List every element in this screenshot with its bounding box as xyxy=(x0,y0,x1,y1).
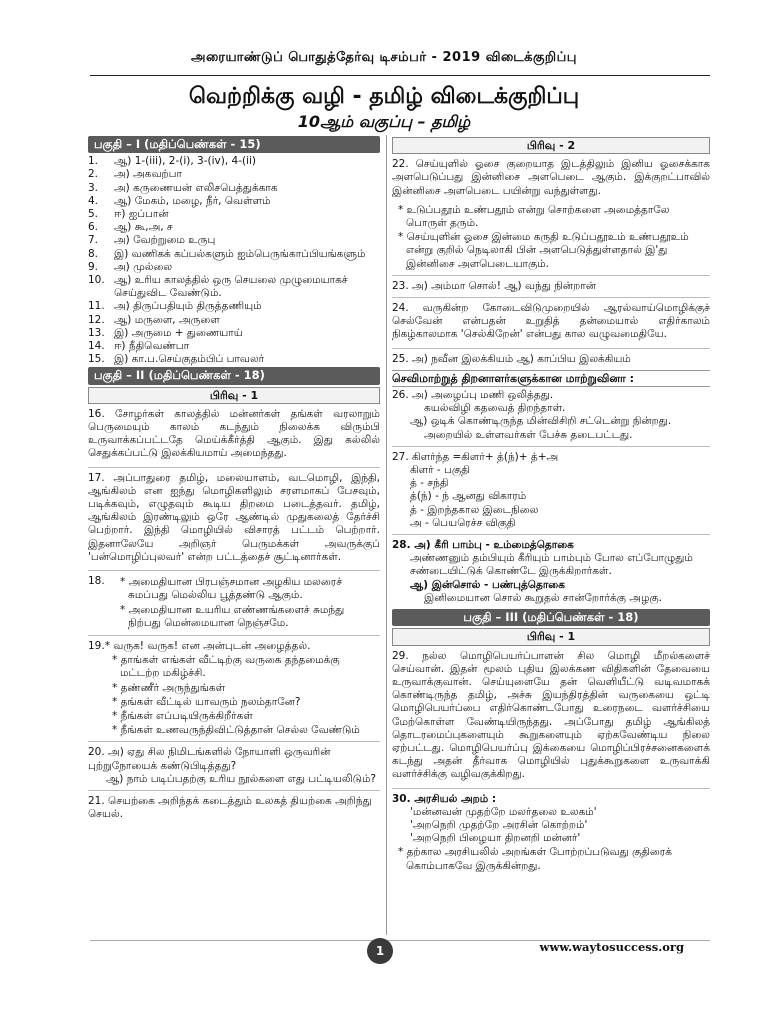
split-line: த்(ந்) - ந் ஆனது விகாரம் xyxy=(410,490,527,503)
bullet: * தாங்கள் எங்கள் வீட்டிற்கு வருகை தந்தமைக்கு மட்டற்ற மகிழ்ச்சி. xyxy=(112,654,340,680)
answer-18 xyxy=(88,575,380,631)
answer-text: இ) அருமை + துணையாய் xyxy=(114,326,243,339)
answer-24: 24. வருகின்ற கோடைவிடுமுறையில் ஆரல்வாய்மொழிக்குச் செல்வேன் என்பதன் உறுதித் தன்மையால் எதிர்காலம் நிகழ்காலமாக 'செல்கிறேன்' என்பது கால வழுவமைதியே. xyxy=(392,302,710,341)
mcq-answer xyxy=(88,221,380,234)
bullet: * செய்யுளின் ஓசை இன்மை கருதி உடுப்பதூஉம் உண்பதூஉம் என்று குறில் நெடிலாகி பின் அளபெடுத்துள்ளதால் இ'து இன்னிசை அளபெடையாகும். xyxy=(398,231,689,270)
bullet: * தண்ணீர் அருந்துங்கள் xyxy=(112,681,226,694)
mcq-answer xyxy=(88,300,380,313)
mcq-answer xyxy=(88,168,380,181)
answer-text: அ) முல்லை xyxy=(114,260,173,273)
split-line: கிளர் - பகுதி xyxy=(410,464,470,477)
mcq-answer xyxy=(88,208,380,221)
mcq-answer xyxy=(88,314,380,327)
mcq-answer xyxy=(88,182,380,195)
answer-text: இ) கா.ப.செய்குதம்பிப் பாவலர் xyxy=(114,353,265,366)
divider xyxy=(88,635,380,636)
section-piri2: பிரிவு - 2 xyxy=(392,137,710,154)
q-number: 9. xyxy=(88,260,99,273)
answer-28 xyxy=(392,539,710,605)
answer-19 xyxy=(88,640,380,737)
answer-28-a: 28. அ) கீரி பாம்பு - உம்மைத்தொகை xyxy=(392,539,574,552)
answer-text: ஆ) கூ,அ, ச xyxy=(114,221,173,234)
bullet: * தங்கள் வீட்டில் யாவரும் நலம்தானே? xyxy=(112,695,301,708)
answer-30 xyxy=(392,793,710,873)
q-number: 6. xyxy=(88,221,99,234)
answer-text: அ) திருப்பதியும் திருத்தணியும் xyxy=(114,300,262,313)
column-divider xyxy=(386,135,387,935)
q-number: 8. xyxy=(88,247,99,260)
section-piri3: பிரிவு - 1 xyxy=(392,628,710,645)
answer-26-b: ஆ) ஒடிக் கொண்டிருந்த மின்விசிறி சட்டென்று நின்றது. xyxy=(410,415,672,428)
answer-28-a-example: அண்ணனும் தம்பியும் கீரியும் பாம்பும் போல எப்போழுதும் சண்டையிட்டுக் கொண்டே இருக்கிறார்கள். xyxy=(410,552,693,578)
bullet: * தற்கால அரசியலில் அறங்கள் போற்றப்படுவது குதிரைக் கொம்பாகவே இருக்கின்றது. xyxy=(398,846,672,872)
mcq-answer xyxy=(88,340,380,353)
q-number: 2. xyxy=(88,168,99,181)
answer-text: அ) வேற்றுமை உருபு xyxy=(114,234,216,247)
q-number: 10. xyxy=(88,274,105,287)
website-url[interactable]: www.waytosuccess.org xyxy=(539,940,684,954)
left-column xyxy=(88,135,380,821)
answer-19-head: 19.* வருக! வருக! என அன்புடன் அழைத்தல். xyxy=(88,639,311,652)
bullet: * அமைதியான பிரபஞ்சமான அழகிய மலரைச் சுமப்பது மெல்லிய பூத்தண்டு ஆகும். xyxy=(120,576,343,602)
split-line: த் - சந்தி xyxy=(410,477,449,490)
answer-text: ஆ) உரிய காலத்தில் ஒரு செயலை முழுமையாகச் செய்துவிட வேண்டும். xyxy=(114,274,348,300)
q-number: 14. xyxy=(88,340,105,353)
bullet: * உடுப்பதூம் உண்பதூம் என்று சொற்களை அமைத்தாலே பொருள் தரும். xyxy=(398,203,670,230)
divider xyxy=(392,348,710,349)
answer-text: ஆ) 1-(iii), 2-(i), 3-(iv), 4-(ii) xyxy=(114,155,257,168)
section-piri1: பிரிவு - 1 xyxy=(88,387,380,404)
q-number: 11. xyxy=(88,300,105,313)
answer-26 xyxy=(392,389,710,442)
answer-text: அ) கருணையன் எலிசபெத்துக்காக xyxy=(114,181,278,194)
answer-17: 17. அப்பாதுரை தமிழ், மலையாளம், வடமொழி, இந்தி, ஆங்கிலம் என ஐந்து மொழிகளிலும் சரளமாகப் பேசவும், படிக்கவும், எழுதவும் கூடிய திறமை படைத்தவர். தமிழ், ஆங்கிலம் இரண்டிலும் ஒரே ஆண்டில் முதுகலைத் தேர்ச்சி பெற்றார். இந்தி மொழியில் விசாரத் பட்டம் பெற்றார். இதனாலேயே அறிஞர் பெருமக்கள் அவருக்குப் 'பன்மொழிப்புலவர்' என்ற பட்டத்தைச் சூட்டினார்கள். xyxy=(88,471,380,563)
q-number: 1. xyxy=(88,155,99,168)
q-number: 12. xyxy=(88,313,105,326)
answer-29: 29. நல்ல மொழிபெயர்ப்பாளன் சில மொழி மீறல்களைச் செய்வான். இதன் மூலம் புதிய இலக்கண விதிகளின் தேவையை உருவாக்குவான். செய்யுளையே தன் வெளியீட்டு வடிவமாகக் கொண்டிருந்த தமிழ், அச்சு இயந்திரத்தின் வருகையை ஒட்டி மொழிபெயர்ப்பை எதிர்கொண்டபோது உரைநடை வளர்ச்சியை மேற்கொள்ள வேண்டியிருந்தது. அப்போது தமிழ் ஆங்கிலத் தொடரமைப்புகளையும் கூறுகளையும் ஏற்கவேண்டிய நிலை ஏற்பட்டது. மொழிபெயர்ப்பு இக்கையை மொழிப்பிரச்சனைகளைக் கடந்து அதன் தீர்வாக மொழியில் புதுக்கூறுகளை உருவாக்கி வளர்ச்சிக்கு வழிவகுக்கிறது. xyxy=(392,649,710,781)
quote-line: 'மன்னவன் முதற்றே மலர்தலை உலகம்' xyxy=(410,805,597,818)
divider xyxy=(88,790,380,791)
divider xyxy=(88,570,380,571)
bullet: * நீங்கள் எப்படியிருக்கிறீர்கள் xyxy=(112,709,253,722)
answer-27 xyxy=(392,451,710,530)
answer-text: அ) அகவற்பா xyxy=(114,168,182,181)
answer-23: 23. அ) அம்மா சொல்! ஆ) வந்து நின்றான் xyxy=(392,279,596,292)
split-line: த் - இறந்தகால இடைநிலை xyxy=(410,503,539,516)
answer-26-b-line2: அறையில் உள்ளவர்கள் பேச்சு தடைபட்டது. xyxy=(424,428,633,441)
divider xyxy=(392,534,710,535)
divider xyxy=(392,275,710,276)
mcq-answer xyxy=(88,248,380,261)
q-number: 13. xyxy=(88,326,105,339)
divider xyxy=(392,788,710,789)
mcq-answer xyxy=(88,155,380,168)
q-number: 4. xyxy=(88,194,99,207)
answer-26-a-line2: கயல்விழி கதவைத் திறந்தாள். xyxy=(424,402,566,415)
answer-30-head: 30. அரசியல் அறம் : xyxy=(392,792,497,805)
exam-header: அரையாண்டுப் பொதுத்தேர்வு டிசம்பர் - 2019 விடைக்குறிப்பு xyxy=(191,50,577,65)
q-number: 5. xyxy=(88,208,99,221)
quote-line: 'அறநெறி பிழையா திறனறி மன்னர்' xyxy=(410,832,581,845)
mcq-answer xyxy=(88,261,380,274)
answer-27-head: 27. கிளர்ந்த =கிளர்+ த்(ந்)+ த்+அ xyxy=(392,450,559,463)
q-number: 18. xyxy=(88,575,105,588)
answer-20-b: ஆ) நாம் படிப்பதற்கு உரிய நூல்களை எது பட்டியலிடும்? xyxy=(106,772,376,785)
header-divider xyxy=(90,75,710,76)
answer-20-a: 20. அ) ஏது சில நிமிடங்களில் நோயாளி ஒருவரின் புற்றுநோயைக் கண்டுபிடித்தது? xyxy=(88,746,331,772)
mcq-answer xyxy=(88,274,380,300)
answer-25: 25. அ) நவீன இலக்கியம் ஆ) காப்பிய இலக்கியம் xyxy=(392,352,631,365)
bullet: * நீங்கள் உணவருந்திவிட்டுத்தான் செல்ல வேண்டும் xyxy=(112,724,360,737)
mcq-list xyxy=(88,155,380,366)
mcq-answer xyxy=(88,234,380,247)
q-number: 3. xyxy=(88,181,99,194)
part2-bar: பகுதி – II (மதிப்பெண்கள் - 18) xyxy=(88,367,380,384)
bullet: * அமைதியான உயரிய எண்ணங்களைச் சுமந்து நிற்பது மென்மையான நெஞ்சமே. xyxy=(120,603,345,629)
right-column xyxy=(392,135,710,874)
answer-26-a: 26. அ) அழைப்பு மணி ஒலித்தது. xyxy=(392,389,554,402)
q-number: 15. xyxy=(88,353,105,366)
answer-28-b-example: இனிமையான சொல் கூறுதல் சான்றோர்க்கு அழகு. xyxy=(424,591,662,604)
page-title: வெற்றிக்கு வழி - தமிழ் விடைக்குறிப்பு xyxy=(188,84,580,109)
divider xyxy=(88,741,380,742)
answer-text: ஈ) ஐப்பான் xyxy=(114,208,169,221)
answer-text: ஆ) மருளை, அருளை xyxy=(114,313,220,326)
answer-text: ஆ) மேகம், மழை, நீர், வெள்ளம் xyxy=(114,194,271,207)
answer-28-b: ஆ) இன்சொல் - பண்புத்தொகை xyxy=(410,578,565,591)
mcq-answer xyxy=(88,353,380,366)
page-number: 1 xyxy=(367,938,393,964)
part1-bar: பகுதி – I (மதிப்பெண்கள் - 15) xyxy=(88,136,380,153)
answer-20 xyxy=(88,746,380,786)
part3-bar: பகுதி – III (மதிப்பெண்கள் - 18) xyxy=(392,609,710,626)
q-number: 7. xyxy=(88,234,99,247)
divider xyxy=(392,297,710,298)
quote-line: 'அறநெறி முதற்றே அரசின் கொற்றம்' xyxy=(410,818,588,831)
mcq-answer xyxy=(88,327,380,340)
page-subtitle: 10ஆம் வகுப்பு – தமிழ் xyxy=(297,112,471,131)
answer-text: இ) வணிகக் கப்பல்களும் ஐம்பெருங்காப்பியங்களும் xyxy=(114,247,366,260)
divider xyxy=(88,467,380,468)
divider xyxy=(392,446,710,447)
split-line: அ - பெயரெச்ச விகுதி xyxy=(410,516,516,529)
mcq-answer xyxy=(88,195,380,208)
alternate-question-heading: செவிமாற்றுத் திறனாளர்களுக்கான மாற்றுவினா : xyxy=(392,370,710,387)
answer-16: 16. சோழர்கள் காலத்தில் மன்னர்கள் தங்கள் வரலாறும் பெருமையும் காலம் கடந்தும் நிலைக்க விரும்பி உருவாக்கப்பட்டதே மெய்க்கீர்த்தி ஆகும். இது கல்லில் செதுக்கப்பட்டு இலக்கியமாய் அமைந்தது. xyxy=(88,407,380,460)
answer-22: 22. செய்யுளில் ஓசை குறையாத இடத்திலும் இனிய ஓசைக்காக அளபெடுப்பது இன்னிசை அளபெடை ஆகும். இக்குறட்பாவில் இன்னிசை அளபெடை பயின்று வந்துள்ளது. xyxy=(392,158,710,197)
answer-21: 21. செயற்கை அறிந்தக் கடைத்தும் உலகத் தியற்கை அறிந்து செயல். xyxy=(88,794,372,821)
answer-text: ஈ) நீதிவெண்பா xyxy=(114,340,190,353)
